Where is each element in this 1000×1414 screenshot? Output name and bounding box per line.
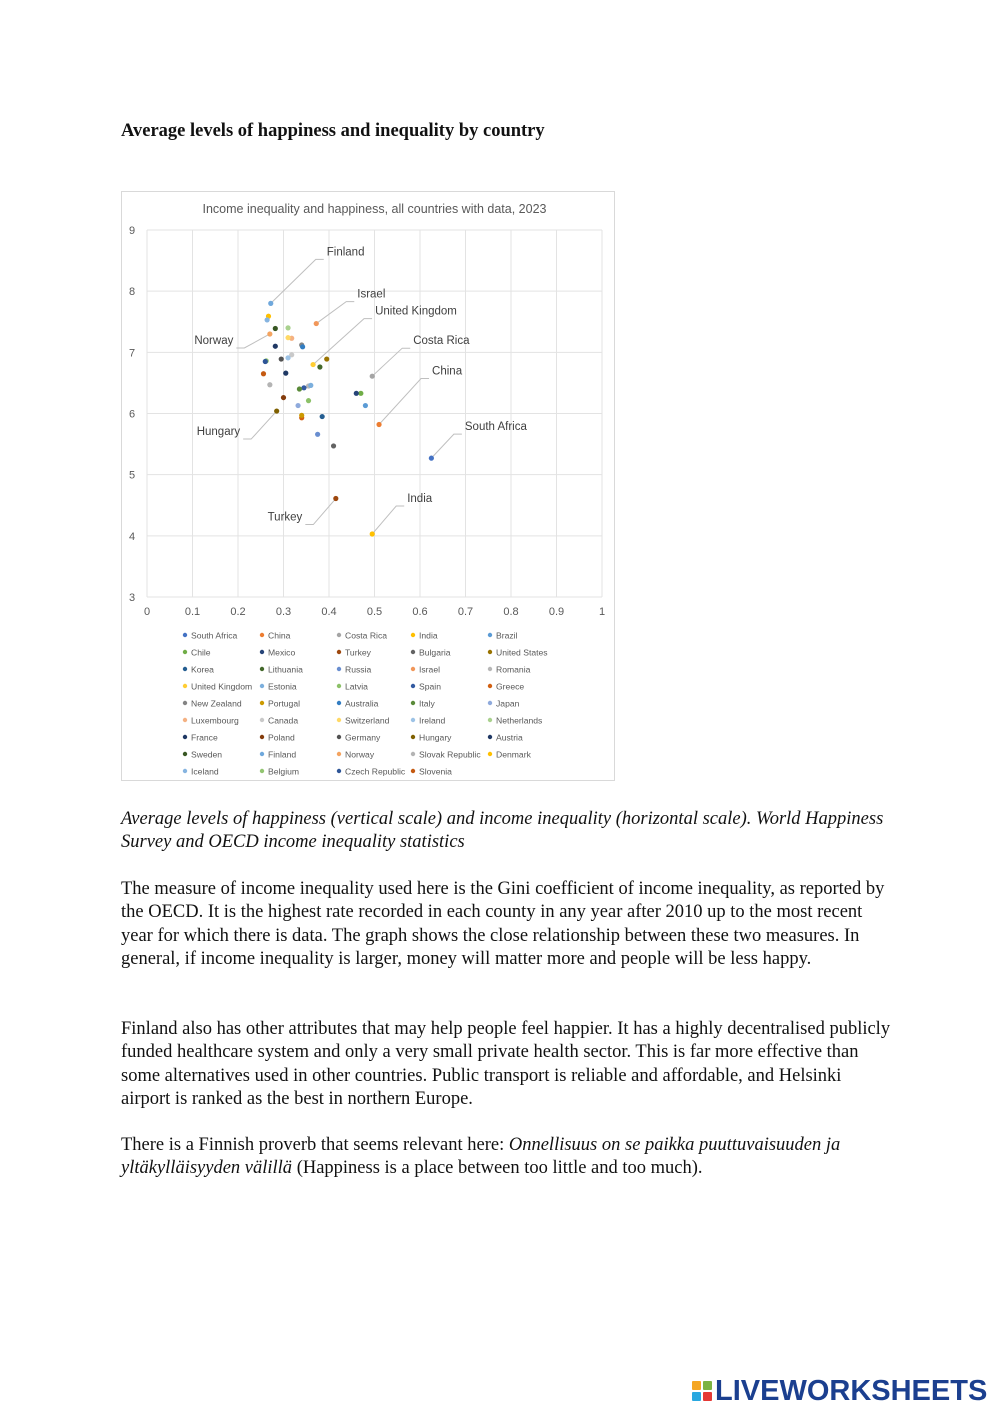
legend-entry: Portugal (268, 698, 301, 709)
liveworksheets-logo[interactable] (692, 1374, 987, 1408)
annotation-label: United Kingdom (375, 305, 457, 318)
legend-entry: Spain (419, 681, 441, 692)
legend-marker (337, 752, 341, 756)
legend-entry: Poland (268, 732, 295, 743)
data-point (265, 317, 270, 322)
legend-marker (337, 667, 341, 671)
legend-marker (488, 684, 492, 688)
data-point (268, 301, 273, 306)
legend-marker (260, 633, 264, 637)
legend-marker (337, 650, 341, 654)
legend-marker (488, 718, 492, 722)
legend-entry: Bulgaria (419, 647, 451, 658)
legend-marker (337, 718, 341, 722)
legend-entry: Brazil (496, 630, 518, 641)
x-tick-label: 1 (598, 606, 606, 618)
legend-marker (411, 735, 415, 739)
legend-marker (260, 701, 264, 705)
legend-entry: Romania (496, 664, 531, 675)
data-point (297, 386, 302, 391)
legend-entry: Denmark (496, 749, 531, 760)
legend-marker (183, 752, 187, 756)
legend-marker (260, 752, 264, 756)
logo-mark-icon (692, 1381, 712, 1401)
data-point (306, 398, 311, 403)
legend-entry: Austria (496, 732, 523, 743)
annotation-leader (316, 302, 354, 324)
x-tick-label: 0.5 (366, 606, 383, 618)
annotation-leader (313, 319, 372, 365)
data-point (333, 496, 338, 501)
annotation-leader (236, 334, 270, 348)
x-tick-label: 0.4 (321, 606, 337, 618)
legend-marker (183, 650, 187, 654)
annotation-label: India (407, 492, 433, 505)
legend-entry: United Kingdom (191, 681, 253, 692)
annotation-leader (379, 379, 429, 425)
annotation-label: Turkey (267, 511, 303, 524)
legend-marker (260, 684, 264, 688)
legend-marker (183, 769, 187, 773)
data-point (261, 371, 266, 376)
legend-entry: Japan (496, 698, 520, 709)
legend-marker (411, 718, 415, 722)
data-point (300, 344, 305, 349)
data-point (267, 331, 272, 336)
chart-title: Income inequality and happiness, all countries with data, 2023 (202, 202, 547, 216)
legend-marker (183, 667, 187, 671)
data-point (274, 408, 279, 413)
legend-entry: Turkey (345, 647, 371, 658)
legend-entry: Germany (345, 732, 381, 743)
legend-marker (183, 633, 187, 637)
legend-marker (260, 650, 264, 654)
data-point (267, 382, 272, 387)
legend-entry: South Africa (191, 630, 238, 641)
data-point (273, 326, 278, 331)
legend-marker (260, 667, 264, 671)
data-point (279, 356, 284, 361)
legend-entry: Belgium (268, 766, 300, 777)
legend-marker (260, 769, 264, 773)
legend-marker (411, 633, 415, 637)
data-point (370, 374, 375, 379)
data-point (285, 325, 290, 330)
legend-entry: Russia (345, 664, 372, 675)
legend-entry: Iceland (191, 766, 219, 777)
data-point (324, 356, 329, 361)
data-point (310, 362, 315, 367)
data-point (370, 531, 375, 536)
legend-entry: Norway (345, 749, 375, 760)
legend-entry: United States (496, 647, 548, 658)
legend-marker (488, 701, 492, 705)
x-tick-label: 0 (143, 606, 151, 618)
annotation-leader (431, 434, 462, 458)
data-point (320, 414, 325, 419)
annotation-label: Israel (357, 288, 386, 301)
legend-marker (183, 718, 187, 722)
data-point (315, 432, 320, 437)
data-point (299, 413, 304, 418)
x-tick-label: 0.2 (230, 606, 246, 618)
legend-entry: Hungary (419, 732, 452, 743)
x-tick-label: 0.1 (184, 606, 201, 618)
chart-caption: Average levels of happiness (vertical scale) and income inequality (horizontal scale). World Happiness Survey and OECD income inequality statistics (121, 809, 884, 853)
y-tick-label: 6 (128, 408, 136, 421)
legend-entry: Finland (268, 749, 297, 760)
annotation-leader (372, 506, 404, 534)
data-point (331, 443, 336, 448)
legend-entry: Chile (191, 647, 211, 658)
legend-entry: France (191, 732, 218, 743)
data-point (363, 403, 368, 408)
x-tick-label: 0.6 (412, 606, 428, 618)
legend-entry: Czech Republic (345, 766, 406, 777)
legend-entry: Italy (419, 698, 435, 709)
annotation-leader (305, 499, 336, 525)
data-point (354, 391, 359, 396)
data-point (317, 364, 322, 369)
chart-canvas (122, 192, 616, 782)
legend-marker (488, 633, 492, 637)
page-heading: Average levels of happiness and inequality by country (121, 121, 545, 141)
legend-entry: Slovenia (419, 766, 452, 777)
legend-entry: Costa Rica (345, 630, 388, 641)
legend-entry: China (268, 630, 291, 641)
data-point (301, 385, 306, 390)
data-point (358, 391, 363, 396)
data-point (376, 422, 381, 427)
data-point (273, 344, 278, 349)
annotation-label: Finland (326, 246, 365, 259)
data-point (283, 371, 288, 376)
proverb-suffix: (Happiness is a place between too little and too much). (292, 1158, 703, 1179)
data-point (263, 359, 268, 364)
paragraph-finland: Finland also has other attributes that may help people feel happier. It has a highly decentralised publicly funded healthcare system and only a very small private health sector. This is far more effective than some alternatives used in other countries. Public transport is reliable and affordable, and Helsinki airport is ranked as the best in northern Europe. (121, 1019, 891, 1109)
legend-entry: Greece (496, 681, 525, 692)
scatter-chart (121, 191, 615, 781)
legend-entry: Luxembourg (191, 715, 239, 726)
legend-marker (183, 684, 187, 688)
legend-entry: Korea (191, 664, 214, 675)
proverb-finnish: Onnellisuus on se paikka puuttuvaisuuden ja yltäkylläisyyden välillä (121, 1135, 841, 1179)
legend-entry: Lithuania (268, 664, 303, 675)
x-tick-label: 0.8 (503, 606, 519, 618)
legend-entry: India (419, 630, 438, 641)
legend-marker (337, 701, 341, 705)
legend-marker (337, 684, 341, 688)
data-point (285, 355, 290, 360)
data-point (429, 456, 434, 461)
data-point (308, 383, 313, 388)
legend-marker (411, 667, 415, 671)
legend-marker (488, 650, 492, 654)
legend-marker (411, 752, 415, 756)
legend-entry: Switzerland (345, 715, 390, 726)
legend-entry: Ireland (419, 715, 446, 726)
legend-marker (488, 667, 492, 671)
legend-entry: Australia (345, 698, 379, 709)
x-tick-label: 0.3 (275, 606, 292, 618)
legend-marker (337, 735, 341, 739)
legend-entry: Canada (268, 715, 299, 726)
legend-marker (260, 718, 264, 722)
y-tick-label: 3 (128, 592, 136, 604)
legend-entry: Latvia (345, 681, 368, 692)
paragraph-proverb (121, 1134, 891, 1181)
annotation-label: Costa Rica (413, 335, 470, 348)
legend-marker (260, 735, 264, 739)
paragraph-gini: The measure of income inequality used here is the Gini coefficient of income inequality, as reported by the OECD. It is the highest rate recorded in each county in any year after 2010 up to the most recent year for which there is data. The graph shows the close relationship between these two measures. In general, if income inequality is larger, money will matter more and people will be less happy. (121, 879, 885, 969)
x-tick-label: 0.9 (548, 606, 565, 618)
legend-entry: Mexico (268, 647, 296, 658)
data-point (285, 335, 290, 340)
annotation-label: Norway (194, 334, 234, 347)
legend-entry: Israel (419, 664, 441, 675)
annotation-label: China (432, 365, 463, 378)
legend-marker (411, 769, 415, 773)
legend-marker (183, 735, 187, 739)
legend-entry: Estonia (268, 681, 297, 692)
y-tick-label: 8 (128, 286, 136, 299)
legend-marker (337, 633, 341, 637)
annotation-label: South Africa (464, 421, 527, 434)
data-point (314, 321, 319, 326)
legend-marker (411, 684, 415, 688)
legend-entry: Sweden (191, 749, 223, 760)
proverb-prefix: There is a Finnish proverb that seems relevant here: (121, 1135, 509, 1155)
y-tick-label: 9 (128, 225, 136, 237)
y-tick-label: 7 (128, 347, 136, 360)
x-tick-label: 0.7 (457, 606, 474, 618)
y-tick-label: 4 (128, 530, 136, 543)
legend-marker (488, 735, 492, 739)
legend-marker (411, 701, 415, 705)
legend-marker (488, 752, 492, 756)
legend-entry: Netherlands (496, 715, 543, 726)
legend-entry: Slovak Republic (419, 749, 481, 760)
annotation-label: Hungary (196, 426, 241, 439)
data-point (281, 395, 286, 400)
legend-marker (337, 769, 341, 773)
annotation-leader (243, 411, 276, 439)
legend-marker (183, 701, 187, 705)
data-point (295, 403, 300, 408)
y-tick-label: 5 (128, 469, 136, 482)
legend-marker (411, 650, 415, 654)
annotation-leader (271, 259, 324, 303)
logo-text: LIVEWORKSHEETS (715, 1374, 988, 1407)
legend-entry: New Zealand (191, 698, 242, 709)
